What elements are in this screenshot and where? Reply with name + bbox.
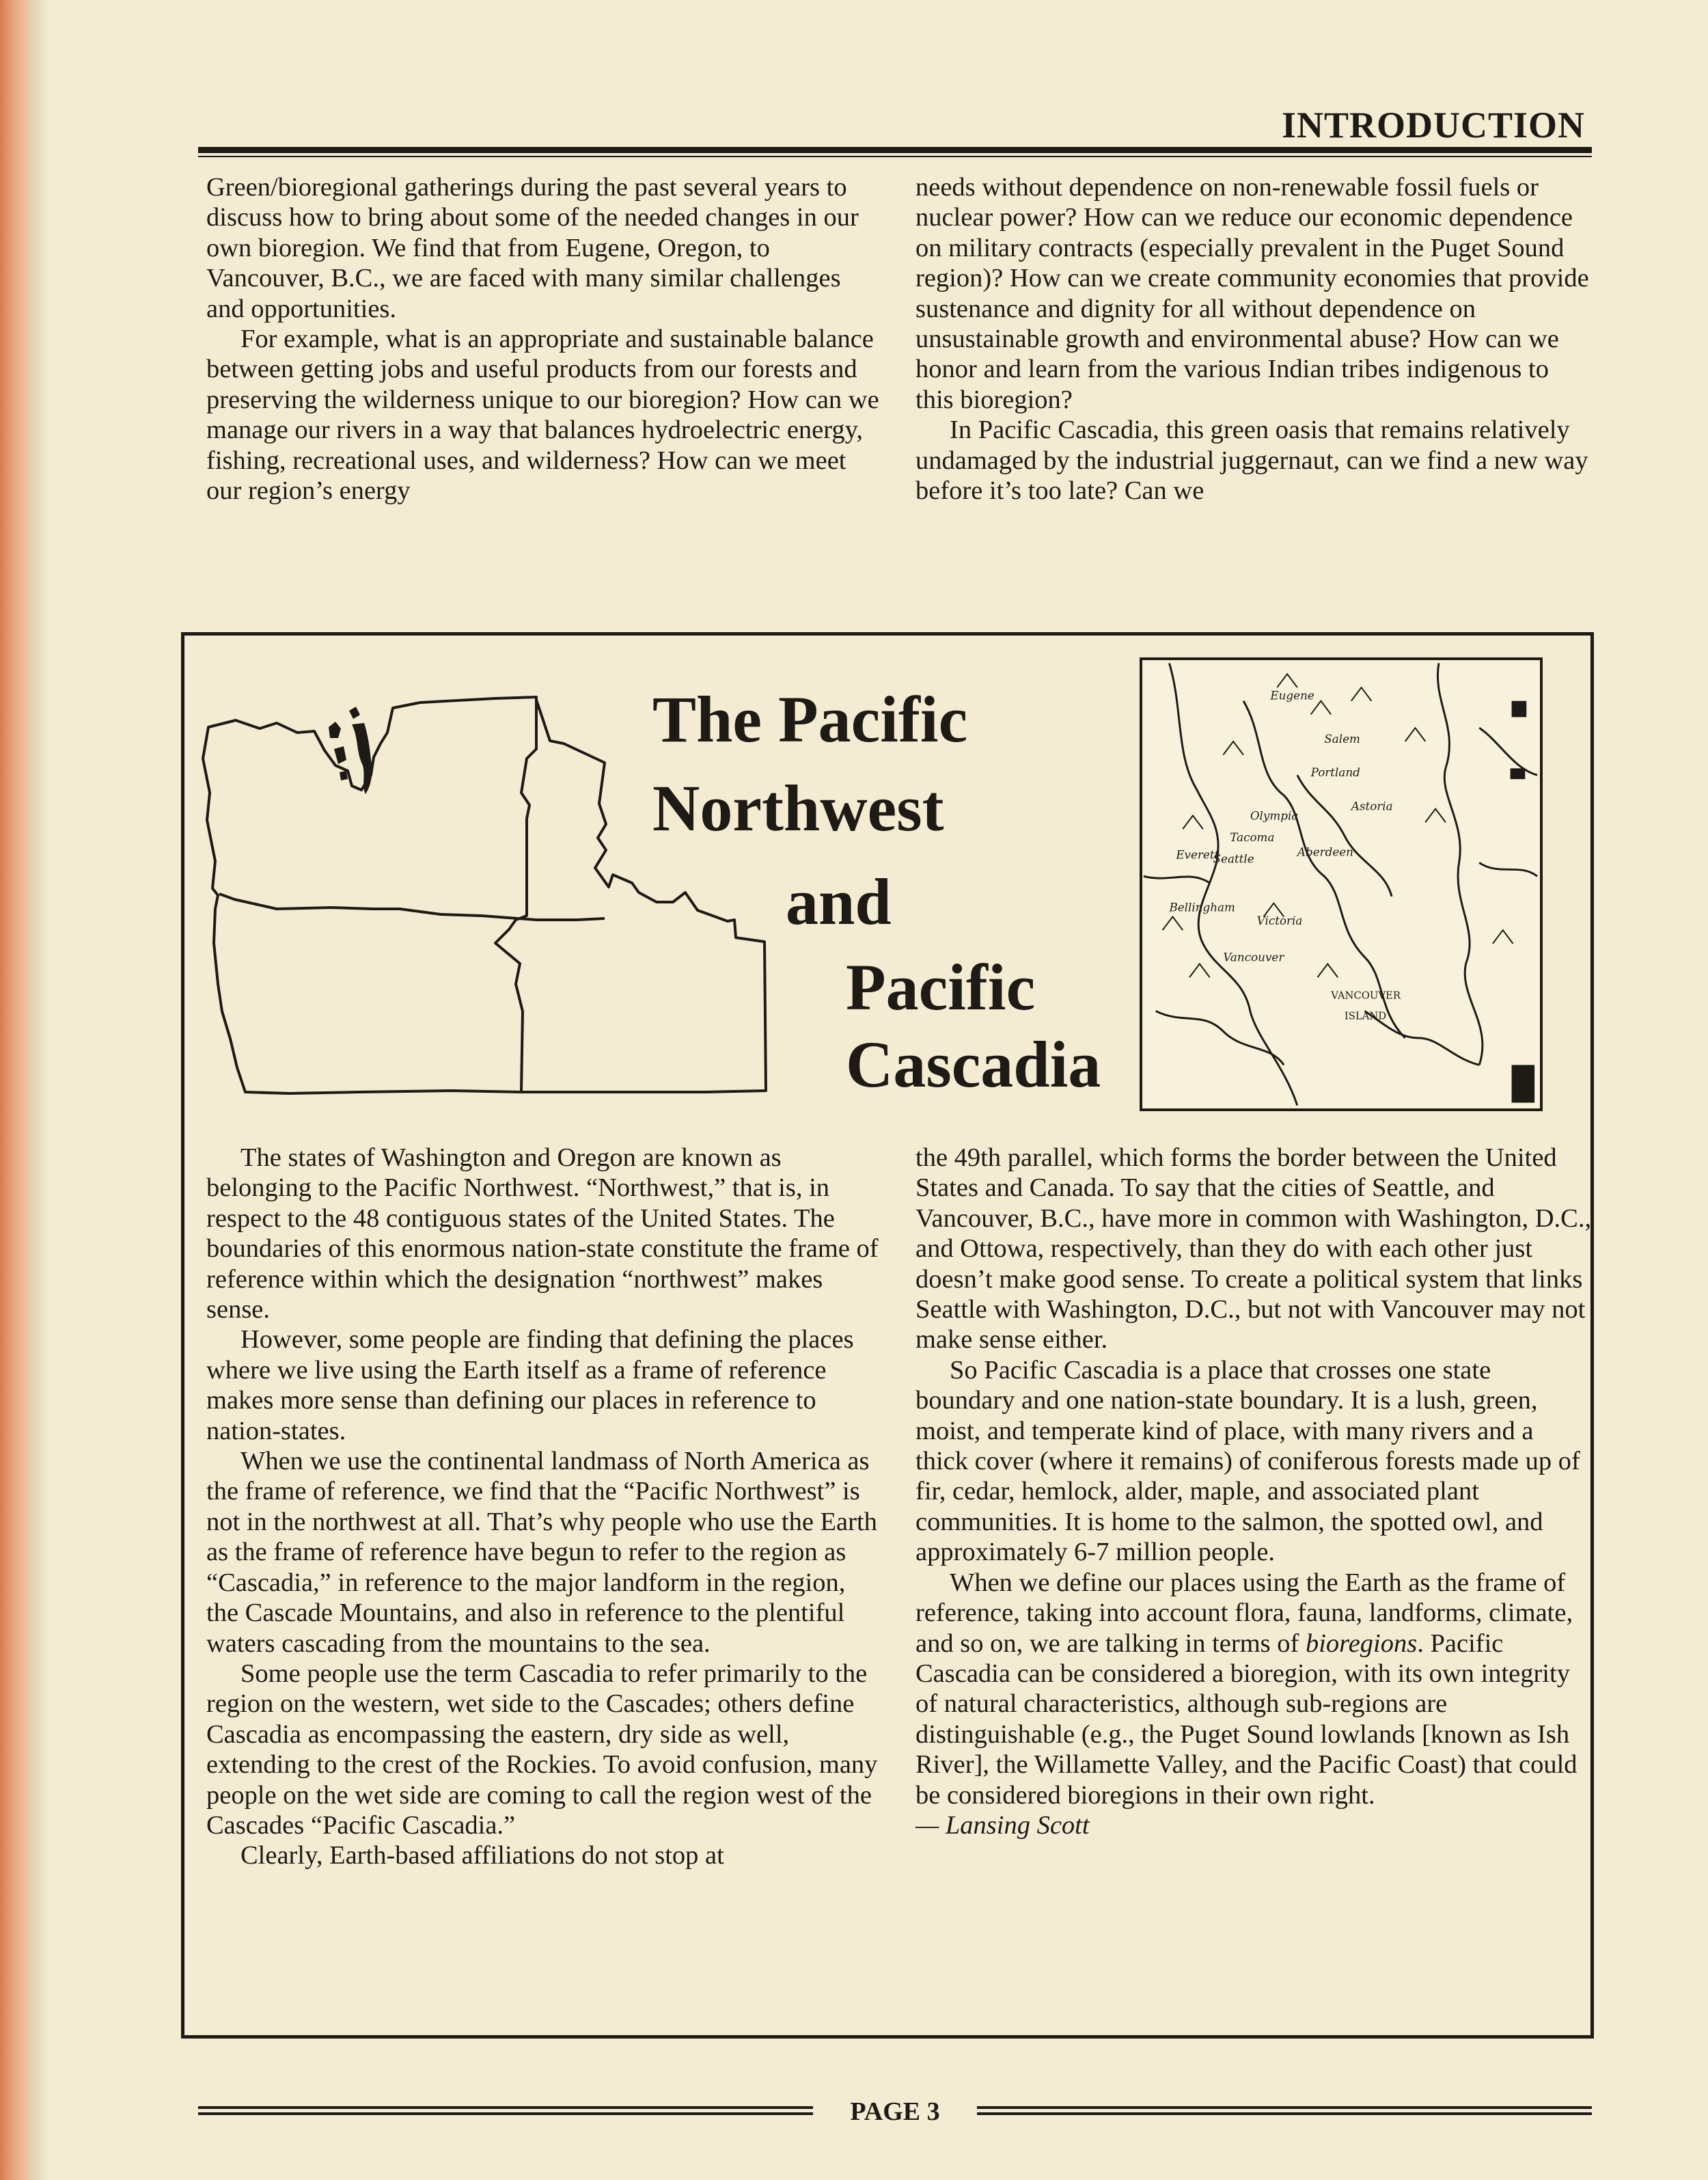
- page-number: PAGE 3: [850, 2097, 940, 2126]
- article-column-left: [206, 1143, 883, 1871]
- article-paragraph: The states of Washington and Oregon are known as belonging to the Pacific Northwest. “Northwest,” that is, in respect to the 48 contiguous states of the United States. The boundaries of this enormous nation-state constitute the frame of reference within which the designation “northwest” makes sense.: [206, 1143, 879, 1324]
- intro-paragraph: needs without dependence on non-renewable fossil fuels or nuclear power? How can we reduce our economic dependence on military contracts (especially prevalent in the Puget Sound region)? How can we create community economies that provide sustenance and dignity for all without dependence on unsustainable growth and environmental abuse? How can we honor and learn from the various Indian tribes indigenous to this bioregion?: [915, 173, 1589, 414]
- intro-paragraph: For example, what is an appropriate and sustainable balance between getting jobs and useful products from our forests and preserving the wilderness unique to our bioregion? How can we manage our rivers in a way that balances hydroelectric energy, fishing, recreational uses, and wilderness? How can we meet our region’s energy: [206, 325, 879, 506]
- map-label-seattle: Seattle: [1213, 851, 1254, 866]
- map-label-astoria: Astoria: [1351, 799, 1393, 813]
- article-title-line: Cascadia: [846, 1028, 1101, 1101]
- article-paragraph: [915, 1568, 1592, 1810]
- byline: — Lansing Scott: [915, 1810, 1090, 1840]
- map-label-olympia: Olympia: [1250, 808, 1299, 823]
- binding-edge: [0, 0, 30, 2180]
- article-paragraph: So Pacific Cascadia is a place that crosses one state boundary and one nation-state boundary. It is a lush, green, moist, and temperate kind of place, with many rivers and a thick cover (where it remains) of coniferous forests made up of fir, cedar, hemlock, alder, maple, and associated plant communities. It is home to the salmon, the spotted owl, and approximately 6-7 million people.: [915, 1355, 1580, 1567]
- header-rule: [198, 147, 1592, 157]
- map-label-portland: Portland: [1310, 765, 1360, 780]
- intro-column-left: [206, 172, 883, 506]
- article-title-line: The Pacific: [652, 683, 968, 756]
- map-label-eugene: Eugene: [1270, 688, 1314, 703]
- article-paragraph: When we use the continental landmass of North America as the frame of reference, we find that the “Pacific Northwest” is not in the northwest at all. That’s why people who use the Earth as the frame of reference have begun to refer to the region as “Cascadia,” in reference to the major landform in the region, the Cascade Mountains, and also in reference to the plentiful waters cascading from the mountains to the sea.: [206, 1447, 877, 1658]
- article-paragraph: the 49th parallel, which forms the border between the United States and Canada. To say that the cities of Seattle, and Vancouver, B.C., have more in common with Washington, D.C., and Ottowa, respectively, than they do with each other just doesn’t make good sense. To create a political system that links Seattle with Washington, D.C., but not with Vancouver may not make sense either.: [915, 1143, 1592, 1354]
- paragraph-text: . Pacific Cascadia can be considered a bioregion, with its own integrity of natural characteristics, although sub-regions are distinguishable (e.g., the Puget Sound lowlands [known as Ish River], the Willamette Valley, and the Pacific Coast) that could be considered bioregions in their own right.: [915, 1629, 1578, 1810]
- article-paragraph: However, some people are finding that defining the places where we live using the Earth itself as a frame of reference makes more sense than defining our places in reference to nation-states.: [206, 1325, 854, 1445]
- intro-paragraph: In Pacific Cascadia, this green oasis that remains relatively undamaged by the industrial juggernaut, can we find a new way before it’s too late? Can we: [915, 415, 1588, 506]
- page-footer: [198, 2097, 1592, 2131]
- section-header: INTRODUCTION: [1281, 105, 1585, 146]
- article-paragraph: Clearly, Earth-based affiliations do not stop at: [240, 1841, 724, 1870]
- intro-paragraph: Green/bioregional gatherings during the past several years to discuss how to bring about some of the needed changes in our own bioregion. We find that from Eugene, Oregon, to Vancouver, B.C., we are faced with many similar challenges and opportunities.: [206, 173, 859, 323]
- pacific-cascadia-relief-map: [1140, 657, 1543, 1111]
- paragraph-text: When we define our places using the Earth as the frame of reference, taking into account flora, fauna, landforms, climate, and so on, we are talking in terms of: [915, 1568, 1573, 1658]
- page-shadow: [30, 0, 51, 2180]
- article-title-line: Northwest: [652, 772, 944, 845]
- map-label-vancouver-island: VANCOUVER: [1331, 990, 1401, 1002]
- article-title-line: Pacific: [846, 951, 1036, 1024]
- map-label-salem: Salem: [1324, 731, 1360, 746]
- map-label-everett: Everett: [1176, 847, 1220, 862]
- map-label-bellingham: Bellingham: [1169, 900, 1235, 914]
- map-label-tacoma: Tacoma: [1230, 830, 1275, 844]
- emphasized-term: bioregions: [1305, 1629, 1418, 1658]
- article-paragraph: Some people use the term Cascadia to refer primarily to the region on the western, wet side to the Cascades; others define Cascadia as encompassing the eastern, dry side as well, extending to the crest of the Rockies. To avoid confusion, many people on the wet side are coming to call the region west of the Cascades “Pacific Cascadia.”: [206, 1659, 878, 1840]
- map-label-vancouver-city: Vancouver: [1223, 950, 1284, 964]
- article-title-line: and: [786, 865, 892, 938]
- map-label-victoria: Victoria: [1256, 914, 1303, 928]
- article-column-right: [915, 1143, 1592, 1840]
- map-label-aberdeen: Aberdeen: [1297, 845, 1353, 859]
- intro-column-right: [915, 172, 1592, 506]
- map-label-island: ISLAND: [1344, 1010, 1387, 1022]
